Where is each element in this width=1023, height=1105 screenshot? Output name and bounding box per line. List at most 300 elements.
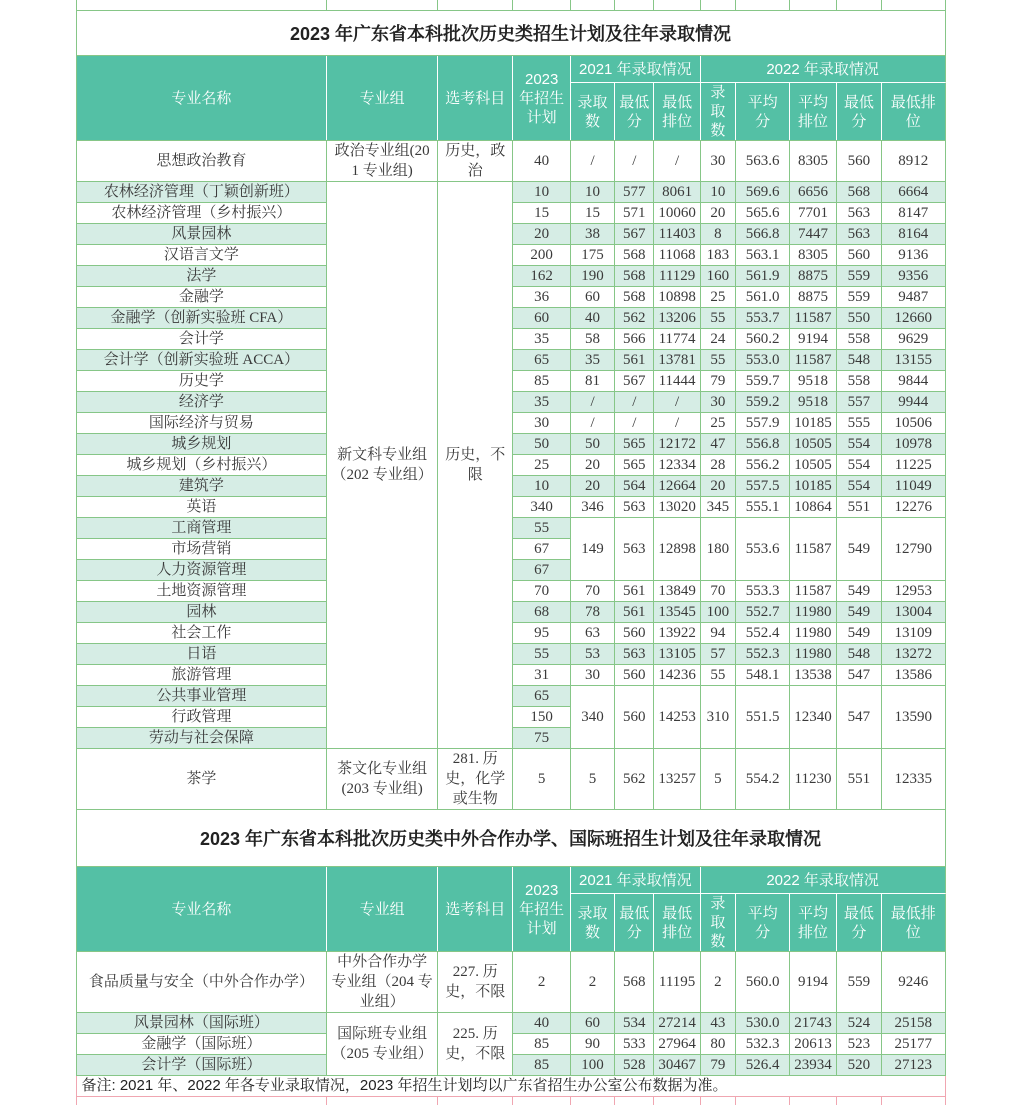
cell-2022-avg-rank: 9518 [790,371,836,392]
cell-2021-min-rank: 14253 [654,686,700,749]
cell-2021-min-score: 563 [615,497,654,518]
table-row [76,952,945,1013]
cell-2022-avg-rank: 12340 [790,686,836,749]
cell-2021-admitted: / [570,392,614,413]
column-header-2022-avg-rank: 平均排位 [790,894,836,952]
cell-plan-2023: 75 [513,728,570,749]
cell-2021-min-rank: / [654,141,700,182]
cell-2022-min-rank: 10506 [881,413,945,434]
cell-2021-min-score: 528 [615,1055,654,1076]
cell-2021-admitted: 60 [570,1013,614,1034]
column-group-2022: 2022 年录取情况 [700,867,945,894]
cell-2022-avg-score: 553.3 [735,581,789,602]
column-header-major-group: 专业组 [327,56,438,141]
cell-2021-min-score: 563 [615,518,654,581]
cell-2022-min-score: 557 [836,392,881,413]
table1-header-group-row [76,56,945,83]
cell-2022-admitted: 55 [700,308,735,329]
cell-2022-min-rank: 13586 [881,665,945,686]
grid-tick [76,1097,327,1105]
cell-2022-min-score: 568 [836,182,881,203]
cell-2021-min-score: 566 [615,329,654,350]
cell-2021-min-score: 563 [615,644,654,665]
cell-2022-avg-score: 556.2 [735,455,789,476]
table2-title: 2023 年广东省本科批次历史类中外合作办学、国际班招生计划及往年录取情况 [76,810,945,867]
cell-2021-admitted: 346 [570,497,614,518]
cell-2022-avg-rank: 11980 [790,644,836,665]
cell-plan-2023: 5 [513,749,570,810]
column-header-major-name: 专业名称 [76,56,327,141]
cell-2021-min-score: 565 [615,455,654,476]
cell-major-name: 农林经济管理（丁颖创新班） [76,182,327,203]
cell-2021-min-score: 568 [615,952,654,1013]
cell-2021-min-score: 560 [615,686,654,749]
column-header-major-name: 专业名称 [76,867,327,952]
cell-2021-min-rank: 11774 [654,329,700,350]
grid-tick [513,1097,570,1105]
cell-major-group: 中外合作办学专业组（204 专业组） [327,952,438,1013]
cell-2022-min-rank: 9629 [881,329,945,350]
cell-2022-min-score: 554 [836,434,881,455]
cell-major-name: 城乡规划（乡村振兴） [76,455,327,476]
cell-2022-min-score: 558 [836,329,881,350]
cell-2022-avg-rank: 7701 [790,203,836,224]
cell-major-name: 市场营销 [76,539,327,560]
cell-2022-avg-rank: 6656 [790,182,836,203]
cell-2022-min-score: 523 [836,1034,881,1055]
cell-2022-avg-score: 552.4 [735,623,789,644]
cell-2021-min-score: 568 [615,266,654,287]
cell-2022-min-rank: 12790 [881,518,945,581]
cell-2022-avg-rank: 11587 [790,581,836,602]
grid-tick [735,0,789,11]
cell-2022-admitted: 100 [700,602,735,623]
cell-2022-avg-rank: 11587 [790,308,836,329]
column-group-2022: 2022 年录取情况 [700,56,945,83]
grid-tick [513,0,570,11]
grid-tick [570,1097,614,1105]
cell-2022-min-score: 563 [836,224,881,245]
grid-tick [437,0,513,11]
cell-2022-avg-rank: 11980 [790,602,836,623]
cell-2022-admitted: 5 [700,749,735,810]
cell-2022-min-rank: 10978 [881,434,945,455]
cell-2022-min-rank: 25158 [881,1013,945,1034]
cell-plan-2023: 10 [513,476,570,497]
cell-2022-min-rank: 8912 [881,141,945,182]
column-header-2021-admitted: 录取数 [570,894,614,952]
cell-2022-avg-score: 553.0 [735,350,789,371]
cell-exam-subjects: 281. 历史，化学或生物 [437,749,513,810]
cell-2022-min-rank: 13155 [881,350,945,371]
cell-2022-min-score: 558 [836,371,881,392]
cell-2021-admitted: / [570,413,614,434]
cell-2022-avg-score: 560.0 [735,952,789,1013]
grid-tick [654,1097,700,1105]
table-row [76,141,945,182]
top-tick-strip [76,0,945,11]
cell-2022-avg-score: 563.6 [735,141,789,182]
cell-plan-2023: 2 [513,952,570,1013]
cell-2022-avg-score: 557.9 [735,413,789,434]
grid-tick [615,0,654,11]
cell-exam-subjects: 225. 历史，不限 [437,1013,513,1076]
cell-2021-admitted: 20 [570,455,614,476]
cell-exam-subjects: 227. 历史，不限 [437,952,513,1013]
cell-major-name: 人力资源管理 [76,560,327,581]
cell-plan-2023: 150 [513,707,570,728]
cell-2022-admitted: 8 [700,224,735,245]
cell-2022-avg-rank: 10505 [790,455,836,476]
cell-2021-admitted: 78 [570,602,614,623]
cell-2021-min-score: 534 [615,1013,654,1034]
cell-plan-2023: 25 [513,455,570,476]
cell-2021-min-rank: 13020 [654,497,700,518]
cell-plan-2023: 65 [513,686,570,707]
grid-tick [327,1097,438,1105]
cell-exam-subjects: 历史，政治 [437,141,513,182]
cell-major-name: 园林 [76,602,327,623]
cell-2021-admitted: 70 [570,581,614,602]
cell-2022-min-rank: 13590 [881,686,945,749]
cell-2022-avg-rank: 9194 [790,952,836,1013]
cell-major-name: 英语 [76,497,327,518]
cell-2021-min-score: 577 [615,182,654,203]
cell-2021-min-score: 561 [615,602,654,623]
column-header-2022-avg-score: 平均分 [735,894,789,952]
cell-major-name: 风景园林（国际班） [76,1013,327,1034]
column-header-2021-min-rank: 最低排位 [654,894,700,952]
cell-major-name: 茶学 [76,749,327,810]
page [76,0,948,1105]
cell-2021-min-score: 560 [615,623,654,644]
cell-2022-avg-rank: 8875 [790,287,836,308]
cell-2022-avg-score: 557.5 [735,476,789,497]
cell-2021-admitted: 38 [570,224,614,245]
grid-tick [790,0,836,11]
cell-2021-min-rank: 10060 [654,203,700,224]
cell-2022-avg-rank: 7447 [790,224,836,245]
cell-2022-min-score: 563 [836,203,881,224]
cell-major-name: 金融学 [76,287,327,308]
cell-2022-avg-score: 559.2 [735,392,789,413]
cell-2022-min-rank: 13109 [881,623,945,644]
cell-2022-admitted: 24 [700,329,735,350]
cell-2021-min-score: 564 [615,476,654,497]
cell-2022-admitted: 20 [700,476,735,497]
cell-major-name: 旅游管理 [76,665,327,686]
cell-2022-admitted: 79 [700,1055,735,1076]
cell-plan-2023: 15 [513,203,570,224]
cell-2022-min-rank: 12953 [881,581,945,602]
column-header-2022-avg-score: 平均分 [735,83,789,141]
cell-2021-min-rank: / [654,413,700,434]
cell-2021-min-rank: 12664 [654,476,700,497]
cell-2022-min-score: 560 [836,245,881,266]
cell-2022-avg-score: 563.1 [735,245,789,266]
column-header-2022-admitted: 录取数 [700,894,735,952]
cell-2021-min-rank: 30467 [654,1055,700,1076]
grid-tick [790,1097,836,1105]
cell-2021-admitted: 63 [570,623,614,644]
cell-2021-min-rank: 11403 [654,224,700,245]
cell-2022-min-rank: 9356 [881,266,945,287]
cell-major-name: 金融学（创新实验班 CFA） [76,308,327,329]
cell-2022-min-score: 520 [836,1055,881,1076]
cell-2022-avg-score: 551.5 [735,686,789,749]
cell-plan-2023: 10 [513,182,570,203]
table-row [76,749,945,810]
table2-title-row [76,810,945,867]
cell-2022-admitted: 57 [700,644,735,665]
table1-head [76,0,945,141]
cell-major-name: 国际经济与贸易 [76,413,327,434]
cell-2022-admitted: 10 [700,182,735,203]
grid-tick [700,1097,735,1105]
cell-major-name: 金融学（国际班） [76,1034,327,1055]
cell-2022-min-score: 549 [836,518,881,581]
table-row [76,1013,945,1034]
column-header-2022-avg-rank: 平均排位 [790,83,836,141]
cell-major-name: 社会工作 [76,623,327,644]
grid-tick [437,1097,513,1105]
cell-major-name: 会计学 [76,329,327,350]
cell-2022-admitted: 55 [700,350,735,371]
table2-header-group-row [76,867,945,894]
cell-2021-min-score: 568 [615,245,654,266]
cell-2021-admitted: 40 [570,308,614,329]
cell-2022-min-rank: 27123 [881,1055,945,1076]
cell-major-name: 建筑学 [76,476,327,497]
cell-plan-2023: 85 [513,1034,570,1055]
column-header-2021-min-score: 最低分 [615,894,654,952]
cell-2021-min-rank: 13545 [654,602,700,623]
cell-2022-avg-rank: 13538 [790,665,836,686]
cell-2022-avg-rank: 8305 [790,141,836,182]
grid-tick [881,0,945,11]
cell-2021-min-rank: 12172 [654,434,700,455]
cell-2022-min-rank: 8164 [881,224,945,245]
footer [76,1076,945,1105]
cell-2022-avg-score: 552.3 [735,644,789,665]
cell-major-name: 经济学 [76,392,327,413]
cell-2022-avg-score: 560.2 [735,329,789,350]
cell-2022-avg-score: 566.8 [735,224,789,245]
cell-major-name: 会计学（创新实验班 ACCA） [76,350,327,371]
cell-2022-min-score: 550 [836,308,881,329]
cell-2021-admitted: 15 [570,203,614,224]
cell-2021-admitted: 53 [570,644,614,665]
cell-2021-min-score: 562 [615,749,654,810]
cell-2021-admitted: 5 [570,749,614,810]
cell-2022-min-score: 554 [836,476,881,497]
cell-2022-min-score: 547 [836,665,881,686]
cell-2022-admitted: 20 [700,203,735,224]
cell-2022-admitted: 160 [700,266,735,287]
cell-2022-min-score: 549 [836,623,881,644]
cell-2022-avg-rank: 10185 [790,413,836,434]
cell-plan-2023: 85 [513,371,570,392]
column-header-2022-min-rank: 最低排位 [881,83,945,141]
cell-2022-admitted: 30 [700,141,735,182]
cell-2021-min-rank: 13922 [654,623,700,644]
column-header-2022-min-score: 最低分 [836,83,881,141]
cell-2022-avg-score: 548.1 [735,665,789,686]
cell-2022-avg-score: 526.4 [735,1055,789,1076]
cell-2022-min-score: 559 [836,952,881,1013]
cell-2021-min-score: / [615,413,654,434]
cell-plan-2023: 20 [513,224,570,245]
cell-2022-min-rank: 9246 [881,952,945,1013]
column-header-major-group: 专业组 [327,867,438,952]
cell-2022-admitted: 70 [700,581,735,602]
cell-major-group: 国际班专业组（205 专业组） [327,1013,438,1076]
column-header-plan-2023: 2023 年招生计划 [513,867,570,952]
cell-2022-admitted: 55 [700,665,735,686]
grid-tick [700,0,735,11]
cell-2021-min-score: 562 [615,308,654,329]
cell-2022-admitted: 79 [700,371,735,392]
cell-2021-admitted: 149 [570,518,614,581]
grid-tick [570,0,614,11]
cell-2022-avg-score: 569.6 [735,182,789,203]
column-header-2021-admitted: 录取数 [570,83,614,141]
cell-2021-min-score: 568 [615,287,654,308]
cell-exam-subjects: 历史，不限 [437,182,513,749]
cell-2021-min-rank: 13257 [654,749,700,810]
cell-major-group: 茶文化专业组(203 专业组) [327,749,438,810]
column-group-2021: 2021 年录取情况 [570,56,700,83]
cell-major-group: 政治专业组(201 专业组) [327,141,438,182]
cell-2022-min-rank: 13004 [881,602,945,623]
cell-plan-2023: 68 [513,602,570,623]
column-header-2021-min-rank: 最低排位 [654,83,700,141]
cell-2021-min-rank: 13849 [654,581,700,602]
cell-plan-2023: 85 [513,1055,570,1076]
cell-2022-avg-score: 552.7 [735,602,789,623]
cell-2022-min-score: 547 [836,686,881,749]
cell-major-name: 工商管理 [76,518,327,539]
cell-2022-min-rank: 9844 [881,371,945,392]
cell-2021-min-rank: 10898 [654,287,700,308]
cell-major-name: 农林经济管理（乡村振兴） [76,203,327,224]
cell-2022-avg-rank: 20613 [790,1034,836,1055]
cell-2022-min-score: 551 [836,749,881,810]
cell-2021-admitted: 81 [570,371,614,392]
cell-2021-min-rank: 13105 [654,644,700,665]
cell-2021-min-rank: / [654,392,700,413]
column-header-exam-subjects: 选考科目 [437,867,513,952]
table2-head [76,810,945,952]
cell-major-name: 土地资源管理 [76,581,327,602]
cell-2022-min-rank: 9944 [881,392,945,413]
cell-plan-2023: 50 [513,434,570,455]
cell-2021-admitted: 10 [570,182,614,203]
cell-2022-min-score: 524 [836,1013,881,1034]
cell-2021-min-rank: 11068 [654,245,700,266]
cell-2022-avg-score: 559.7 [735,371,789,392]
cell-2021-min-rank: 11444 [654,371,700,392]
table1-title: 2023 年广东省本科批次历史类招生计划及往年录取情况 [76,11,945,56]
cell-2022-min-rank: 12276 [881,497,945,518]
cell-2022-min-rank: 11225 [881,455,945,476]
cell-2022-admitted: 183 [700,245,735,266]
cell-2022-avg-rank: 11587 [790,518,836,581]
cell-2022-avg-score: 553.7 [735,308,789,329]
cell-2022-min-rank: 11049 [881,476,945,497]
cell-2022-admitted: 310 [700,686,735,749]
cell-2022-avg-rank: 11230 [790,749,836,810]
cell-plan-2023: 95 [513,623,570,644]
column-group-2021: 2021 年录取情况 [570,867,700,894]
cell-major-name: 风景园林 [76,224,327,245]
cell-2021-admitted: 340 [570,686,614,749]
cell-2022-admitted: 30 [700,392,735,413]
cell-plan-2023: 55 [513,518,570,539]
cell-plan-2023: 55 [513,644,570,665]
cell-plan-2023: 36 [513,287,570,308]
cell-major-name: 法学 [76,266,327,287]
cell-2021-admitted: 50 [570,434,614,455]
column-header-2021-min-score: 最低分 [615,83,654,141]
cell-2021-admitted: 60 [570,287,614,308]
cell-2022-min-score: 560 [836,141,881,182]
cell-2022-min-score: 551 [836,497,881,518]
cell-2021-admitted: 175 [570,245,614,266]
cell-plan-2023: 30 [513,413,570,434]
cell-2021-min-rank: 8061 [654,182,700,203]
cell-2022-avg-score: 554.2 [735,749,789,810]
cell-2022-min-score: 549 [836,602,881,623]
cell-2022-min-rank: 13272 [881,644,945,665]
cell-2021-min-score: / [615,141,654,182]
cell-2022-min-score: 559 [836,287,881,308]
cell-2021-admitted: / [570,141,614,182]
table1-body [76,141,945,810]
column-header-2022-min-rank: 最低排位 [881,894,945,952]
cell-plan-2023: 40 [513,1013,570,1034]
cell-2022-avg-rank: 11587 [790,350,836,371]
cell-2022-min-score: 548 [836,350,881,371]
cell-2021-admitted: 30 [570,665,614,686]
cell-2022-min-rank: 12660 [881,308,945,329]
cell-2022-avg-score: 565.6 [735,203,789,224]
cell-2021-min-rank: 14236 [654,665,700,686]
cell-major-name: 汉语言文学 [76,245,327,266]
grid-tick [654,0,700,11]
cell-2021-min-rank: 11129 [654,266,700,287]
grid-tick [836,1097,881,1105]
cell-2021-admitted: 100 [570,1055,614,1076]
cell-2022-admitted: 25 [700,287,735,308]
cell-2022-min-rank: 25177 [881,1034,945,1055]
cell-2021-min-score: 571 [615,203,654,224]
cell-2022-avg-rank: 23934 [790,1055,836,1076]
grid-tick [836,0,881,11]
cell-2021-min-score: 567 [615,371,654,392]
cell-2022-admitted: 25 [700,413,735,434]
cell-2021-min-rank: 27964 [654,1034,700,1055]
cell-2021-min-rank: 12334 [654,455,700,476]
cell-2022-avg-rank: 10185 [790,476,836,497]
cell-2022-admitted: 28 [700,455,735,476]
cell-plan-2023: 67 [513,560,570,581]
cell-2022-avg-score: 553.6 [735,518,789,581]
table2-body [76,952,945,1076]
grid-tick [76,0,327,11]
cell-major-name: 思想政治教育 [76,141,327,182]
cell-major-group: 新文科专业组（202 专业组） [327,182,438,749]
